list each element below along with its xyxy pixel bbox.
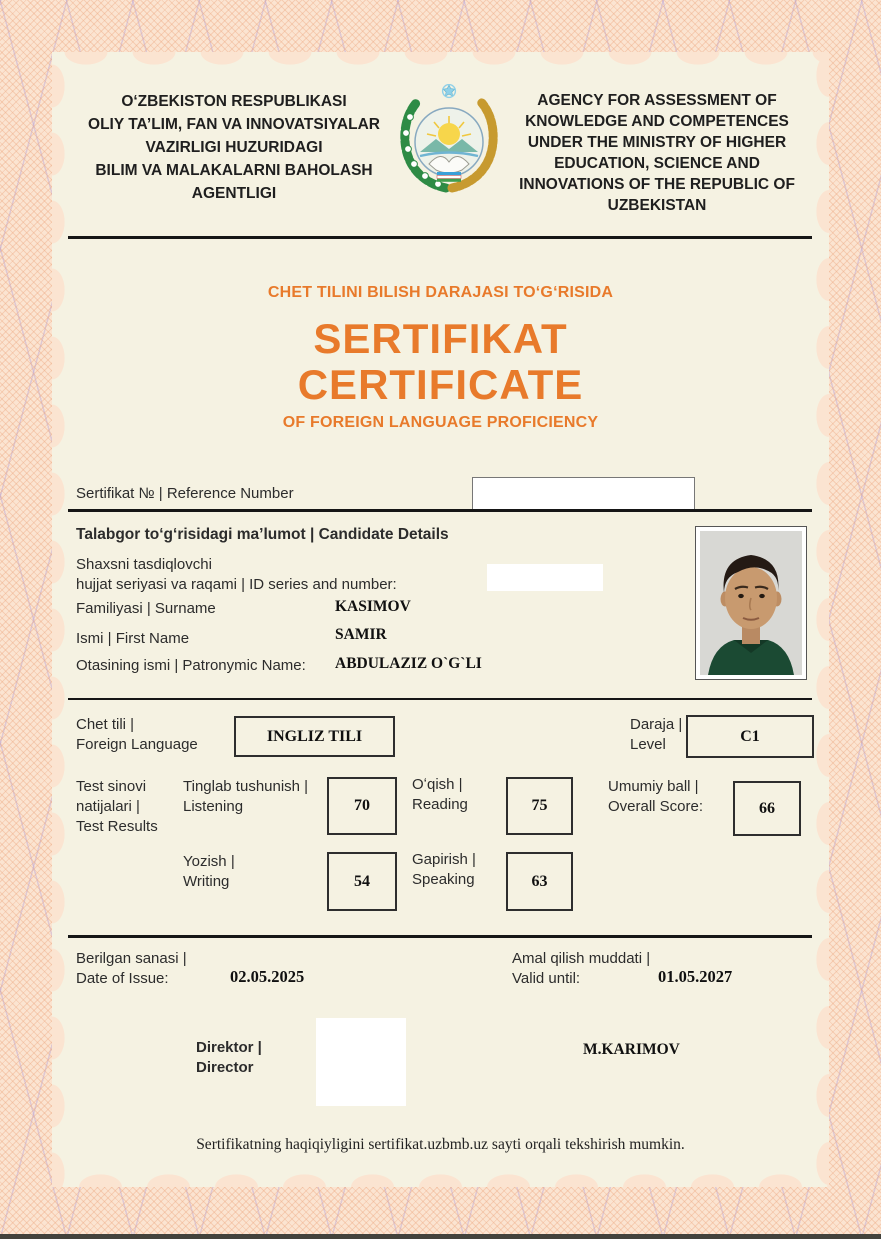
test-results-label-line1: Test sinovi [76,778,147,795]
surname-label: Familiyasi | Surname [76,600,216,617]
authority-en-line: EDUCATION, SCIENCE AND [554,155,760,172]
valid-until-label-line1: Amal qilish muddati | [512,950,651,967]
id-series-label-line1: Shaxsni tasdiqlovchi [76,556,212,573]
speaking-label-line1: Gapirish | [412,851,476,868]
authority-uz-line: OLIY TA’LIM, FAN VA INNOVATSIYALAR [88,116,380,133]
director-label-line1: Direktor | [196,1039,262,1056]
first-name-label: Ismi | First Name [76,630,190,647]
reference-number-label: Sertifikat № | Reference Number [76,485,294,502]
reading-label-line2: Reading [412,796,468,813]
certificate-subtitle-en: OF FOREIGN LANGUAGE PROFICIENCY [282,414,599,431]
divider-results [68,935,812,938]
foreign-language-value-box: INGLIZ TILI [234,716,395,757]
foreign-language-label-line2: Foreign Language [76,736,198,753]
reference-number-field [472,477,695,510]
issuing-authority-en [496,90,818,216]
reading-score-box: 75 [506,777,573,835]
certificate-subtitle-uz: CHET TILINI BILISH DARAJASI TOʻGʻRISIDA [267,284,614,301]
writing-label-line1: Yozish | [183,853,235,870]
divider-reference [68,509,812,512]
verification-note: Sertifikatning haqiqiyligini sertifikat.uzbmb.uz sayti orqali tekshirish mumkin. [196,1136,685,1153]
divider-header [68,236,812,239]
test-results-label-line2: natijalari | [76,798,140,815]
candidate-section-title: Talabgor toʻgʻrisidagi ma’lumot | Candidate Details [76,526,449,543]
authority-uz-line: AGENTLIGI [191,185,277,202]
certificate-title-uz: SERTIFIKAT [313,315,568,362]
authority-en-line: AGENCY FOR ASSESSMENT OF [537,92,777,109]
overall-score-box: 66 [733,781,801,836]
id-series-field [487,564,603,591]
scallop-edge-right [809,52,829,1187]
director-signature-area [316,1018,406,1106]
test-results-label-line3: Test Results [76,818,158,835]
foreign-language-label-line1: Chet tili | [76,716,135,733]
valid-until-label-line2: Valid until: [512,970,581,987]
authority-en-line: UNDER THE MINISTRY OF HIGHER [527,134,787,151]
director-label-line2: Director [196,1059,254,1076]
valid-until-value: 01.05.2027 [658,967,733,986]
listening-label-line1: Tinglab tushunish | [183,778,309,795]
authority-en-line: UZBEKISTAN [607,197,707,214]
patronymic-value: ABDULAZIZ O`G`LI [335,655,482,672]
authority-uz-line: OʻZBEKISTON RESPUBLIKASI [121,93,347,110]
uzbekistan-state-emblem-icon [396,84,502,196]
authority-uz-line: VAZIRLIGI HUZURIDAGI [145,139,323,156]
overall-score-label-line1: Umumiy ball | [608,778,699,795]
date-of-issue-label-line1: Berilgan sanasi | [76,950,187,967]
speaking-score-box: 63 [506,852,573,911]
level-label-line1: Daraja | [630,716,683,733]
level-value-box: C1 [686,715,814,758]
writing-score-box: 54 [327,852,397,911]
reading-label-line1: Oʻqish | [412,776,463,793]
level-label-line2: Level [630,736,666,753]
certificate-title-en: CERTIFICATE [297,361,584,408]
scallop-edge-left [52,52,72,1187]
issuing-authority-uz [64,90,404,205]
listening-score-box: 70 [327,777,397,835]
id-series-label-line2: hujjat seriyasi va raqami | ID series and number: [76,576,397,593]
patronymic-label: Otasining ismi | Patronymic Name: [76,657,306,674]
authority-en-line: INNOVATIONS OF THE REPUBLIC OF [519,176,795,193]
overall-score-label-line2: Overall Score: [608,798,704,815]
surname-value: KASIMOV [335,598,411,615]
authority-uz-line: BILIM VA MALAKALARNI BAHOLASH [95,162,373,179]
candidate-photo [695,526,807,680]
scallop-edge-bottom [52,1167,829,1187]
first-name-value: SAMIR [335,626,387,643]
listening-label-line2: Listening [183,798,244,815]
date-of-issue-label-line2: Date of Issue: [76,970,169,987]
director-name: M.KARIMOV [583,1041,680,1058]
divider-candidate [68,698,812,700]
bottom-edge-line [0,1234,881,1239]
date-of-issue-value: 02.05.2025 [230,967,305,986]
authority-en-line: KNOWLEDGE AND COMPETENCES [525,113,789,130]
scallop-edge-top [52,52,829,72]
writing-label-line2: Writing [183,873,230,890]
speaking-label-line2: Speaking [412,871,475,888]
